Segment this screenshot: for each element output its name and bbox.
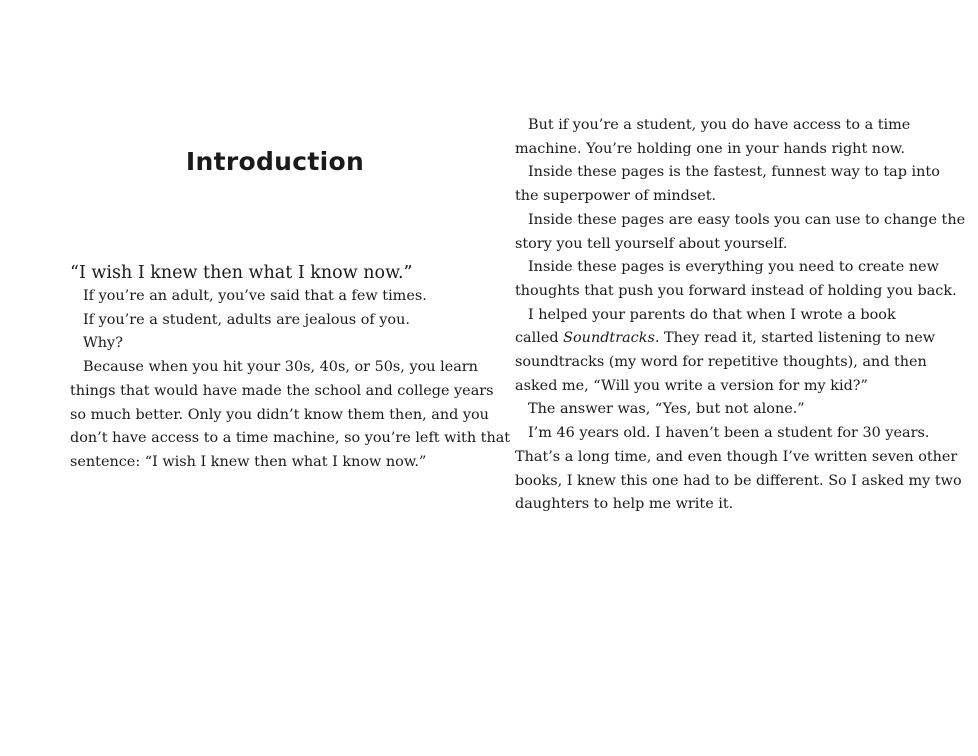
text-line: the superpower of mindset. bbox=[515, 188, 717, 205]
text-line: things that would have made the school and college years bbox=[70, 382, 494, 399]
text-line: I’m 46 years old. I haven’t been a student for 30 years. bbox=[528, 425, 930, 442]
chapter-title: Introduction bbox=[185, 147, 365, 176]
text-line: Because when you hit your 30s, 40s, or 50s, you learn bbox=[83, 359, 478, 376]
text-line: story you tell yourself about yourself. bbox=[515, 235, 788, 252]
text-line: That’s a long time, and even though I’ve written seven other bbox=[515, 448, 958, 465]
text-line: Inside these pages is the fastest, funnest way to tap into bbox=[528, 164, 940, 181]
text-line-with-book-title bbox=[515, 327, 935, 351]
text-fragment: . They read it, started listening to new bbox=[654, 330, 936, 347]
text-line: books, I knew this one had to be different. So I asked my two bbox=[515, 472, 962, 489]
text-line: I helped your parents do that when I wrote a book bbox=[528, 306, 896, 323]
text-line: machine. You’re holding one in your hands right now. bbox=[515, 140, 905, 157]
text-line: soundtracks (my word for repetitive thoughts), and then bbox=[515, 354, 927, 371]
text-line: Inside these pages is everything you need to create new bbox=[528, 259, 939, 276]
text-line: If you’re a student, adults are jealous of you. bbox=[83, 311, 410, 328]
text-line: daughters to help me write it. bbox=[515, 496, 734, 513]
text-line: If you’re an adult, you’ve said that a few times. bbox=[83, 288, 427, 304]
epigraph: “I wish I knew then what I know now.” bbox=[70, 263, 413, 283]
text-line: But if you’re a student, you do have access to a time bbox=[528, 117, 911, 133]
text-line: thoughts that push you forward instead of holding you back. bbox=[515, 282, 957, 299]
text-line: Why? bbox=[83, 335, 123, 352]
text-line: asked me, “Will you write a version for my kid?” bbox=[515, 377, 868, 394]
text-line: so much better. Only you didn’t know them then, and you bbox=[70, 406, 489, 423]
text-line: sentence: “I wish I knew then what I know now.” bbox=[70, 453, 427, 470]
left-body-text bbox=[70, 285, 511, 475]
text-fragment: called bbox=[515, 330, 559, 347]
text-line: Inside these pages are easy tools you can use to change the bbox=[528, 211, 966, 228]
book-title: Soundtracks bbox=[563, 330, 655, 347]
text-line: The answer was, “Yes, but not alone.” bbox=[528, 401, 805, 418]
right-body-text bbox=[515, 114, 966, 517]
text-line: don’t have access to a time machine, so you’re left with that bbox=[70, 430, 511, 447]
